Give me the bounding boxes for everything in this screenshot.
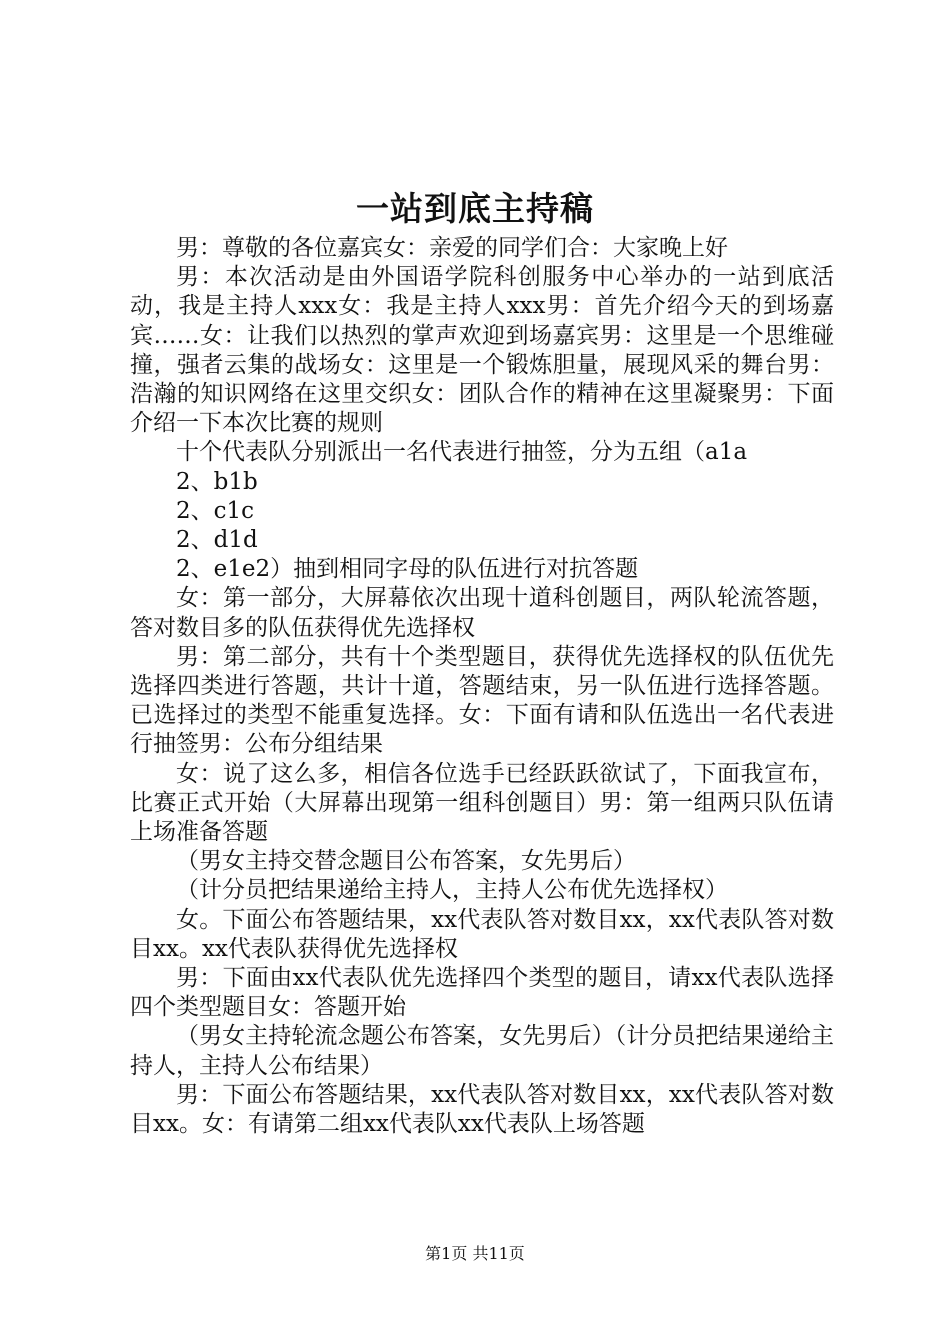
document-body xyxy=(130,234,834,1139)
paragraph: （计分员把结果递给主持人，主持人公布优先选择权） xyxy=(176,877,728,904)
paragraph: 女：说了这么多，相信各位选手已经跃跃欲试了，下面我宣布，比赛正式开始（大屏幕出现第一组科创题目）男：第一组两只队伍请上场准备答题 xyxy=(130,760,834,846)
paragraph: 2、b1b xyxy=(176,468,258,495)
paragraph: 2、d1d xyxy=(176,527,258,554)
paragraph: 男：第二部分，共有十个类型题目，获得优先选择权的队伍优先选择四类进行答题，共计十道，答题结束，另一队伍进行选择答题。已选择过的类型不能重复选择。女：下面有请和队伍选出一名代表进行抽签男：公布分组结果 xyxy=(130,643,834,758)
paragraph: 男：尊敬的各位嘉宾女：亲爱的同学们合：大家晚上好 xyxy=(176,235,728,261)
paragraph: 男：下面公布答题结果，xx代表队答对数目xx，xx代表队答对数目xx。女：有请第二组xx代表队xx代表队上场答题 xyxy=(130,1081,834,1138)
paragraph: 女。下面公布答题结果，xx代表队答对数目xx，xx代表队答对数目xx。xx代表队获得优先选择权 xyxy=(130,906,834,962)
paragraph: 十个代表队分别派出一名代表进行抽签，分为五组（a1a xyxy=(176,439,748,466)
paragraph: 2、e1e2）抽到相同字母的队伍进行对抗答题 xyxy=(176,556,639,583)
paragraph: （男女主持交替念题目公布答案，女先男后） xyxy=(176,848,636,875)
paragraph: （男女主持轮流念题公布答案，女先男后）（计分员把结果递给主持人，主持人公布结果） xyxy=(130,1023,834,1079)
paragraph: 男：本次活动是由外国语学院科创服务中心举办的一站到底活动，我是主持人xxx女：我是主持人xxx男：首先介绍今天的到场嘉宾……女：让我们以热烈的掌声欢迎到场嘉宾男：这里是一个思维碰撞，强者云集的战场女：这里是一个锻炼胆量，展现风采的舞台男：浩瀚的知识网络在这里交织女：团队合作的精神在这里凝聚男：下面介绍一下本次比赛的规则 xyxy=(130,264,834,437)
paragraph: 2、c1c xyxy=(176,497,255,524)
page-title: 一站到底主持稿 xyxy=(356,189,594,228)
paragraph: 女：第一部分，大屏幕依次出现十道科创题目，两队轮流答题，答对数目多的队伍获得优先选择权 xyxy=(130,585,834,641)
paragraph: 男：下面由xx代表队优先选择四个类型的题目，请xx代表队选择四个类型题目女：答题开始 xyxy=(130,965,834,1021)
page-indicator: 第1页 共11页 xyxy=(425,1244,525,1263)
